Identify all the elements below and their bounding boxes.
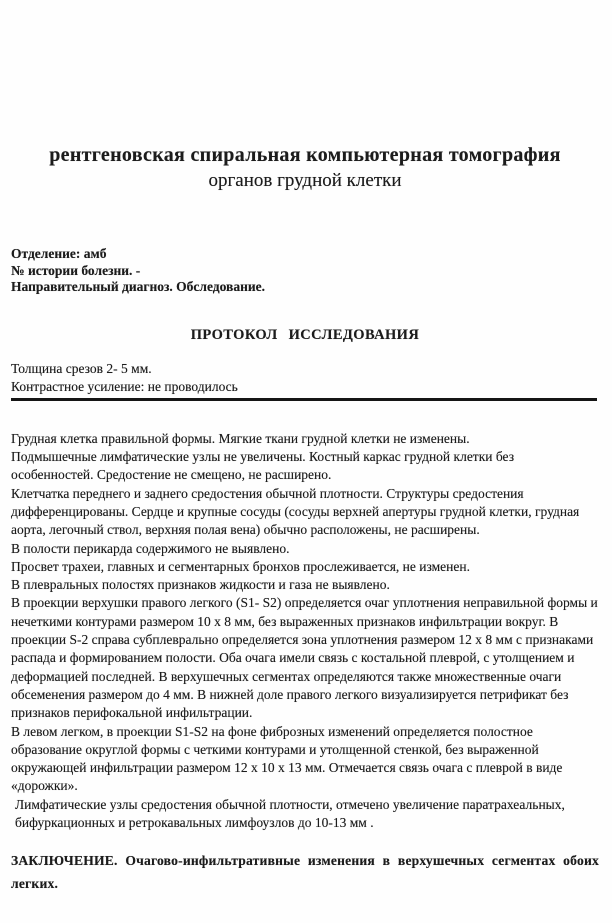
patient-header-block: [11, 246, 599, 296]
department-line: Отделение: амб: [11, 246, 107, 261]
report-paragraph: В полости перикарда содержимого не выявлено.: [11, 540, 290, 556]
document-title-line2: органов грудной клетки: [208, 170, 402, 191]
slice-thickness-line: Толщина срезов 2- 5 мм.: [11, 360, 152, 376]
scan-parameters: [11, 360, 599, 396]
protocol-section-title: ПРОТОКОЛ ИССЛЕДОВАНИЯ: [190, 326, 420, 343]
conclusion-text: Очагово-инфильтративные изменения в верхушечных сегментах обоих легких.: [11, 853, 599, 892]
referral-diagnosis-line: Направительный диагноз. Обследование.: [11, 279, 266, 295]
document-title-line1: рентгеновская спиральная компьютерная томография: [49, 144, 561, 166]
report-paragraph: В левом легком, в проекции S1-S2 на фоне фиброзных изменений определяется полостное образование округлой формы с четкими контурами и утолщенной стенкой, без выраженной окружающей инфильтрации размером 12 х 10 х 13 мм. Отмечается связь очага с плеврой в виде «дорожки».: [11, 723, 563, 794]
contrast-line: Контрастное усиление: не проводилось: [11, 378, 238, 394]
report-paragraph: Подмышечные лимфатические узлы не увеличены. Костный каркас грудной клетки без особенностей. Средостение не смещено, не расширено.: [11, 449, 515, 483]
conclusion-label: ЗАКЛЮЧЕНИЕ.: [11, 853, 118, 869]
report-paragraph: Лимфатические узлы средостения обычной плотности, отмечено увеличение паратрахеальных, бифуркационных и ретрокавальных лимфоузлов до 10-13 мм .: [15, 796, 565, 831]
conclusion-line: [11, 849, 599, 895]
case-number-line: № истории болезни. -: [11, 262, 141, 278]
report-paragraph: В плевральных полостях признаков жидкости и газа не выявлено.: [11, 577, 390, 593]
report-paragraph: В проекции верхушки правого легкого (S1- S2) определяется очаг уплотнения неправильной формы и нечеткими контурами размером 10 х 8 мм, без выраженных признаков инфильтрации вокруг. В проекции S-2 справа субплеврально определяется зона уплотнения размером 12 х 8 мм с признаками распада и формированием полости. Оба очага имели связь с костальной плеврой, с утолщением и деформацией последней. В верхушечных сегментах определяются также множественные очаги обсеменения размером до 4 мм. В нижней доле правого легкого визуализируется петрификат без признаков перифокальной инфильтрации.: [11, 595, 598, 721]
report-body: [11, 430, 599, 833]
horizontal-divider: [11, 398, 597, 401]
document-title: [11, 142, 599, 194]
report-paragraph: Просвет трахеи, главных и сегментарных бронхов прослеживается, не изменен.: [11, 558, 470, 574]
report-paragraph: Грудная клетка правильной формы. Мягкие ткани грудной клетки не изменены.: [11, 430, 470, 446]
report-paragraph: Клетчатка переднего и заднего средостения обычной плотности. Структуры средостения дифференцированы. Сердце и крупные сосуды (сосуды верхней апертуры грудной клетки, грудная аорта, легочный ствол, верхняя полая вена) обычно расположены, не расширены.: [11, 485, 580, 538]
